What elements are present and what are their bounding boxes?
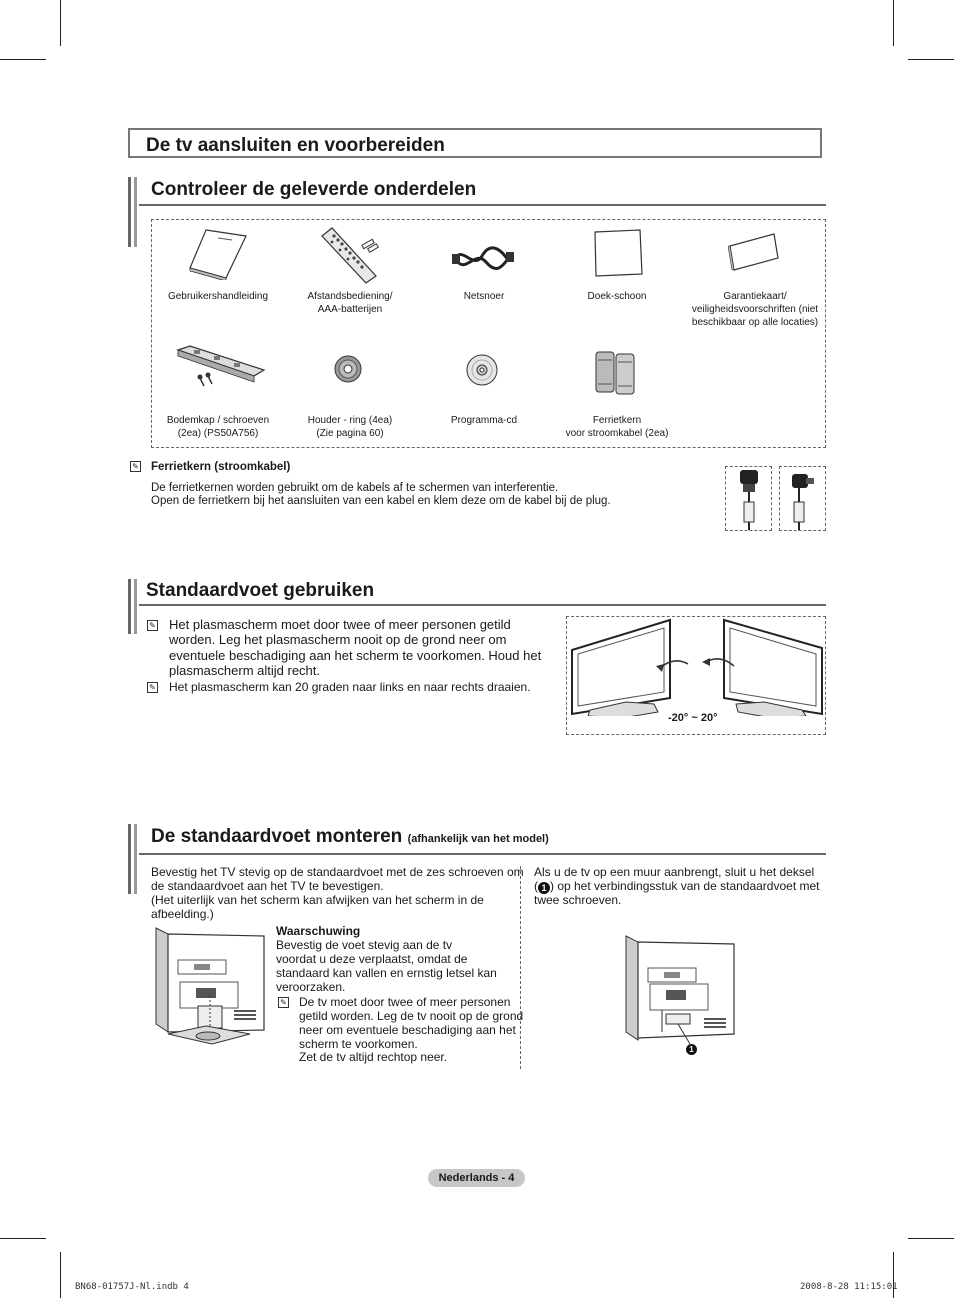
wall-text-line: twee schroeven. [534,893,622,907]
note-icon: ✎ [278,997,289,1008]
tv-back-wall-illustration [624,934,736,1058]
warning-title: Waarschuwing [276,924,361,938]
note-icon: ✎ [130,461,141,472]
tv-back-stand-illustration [154,926,266,1046]
warning-line: veroorzaken. [276,980,346,994]
cloth-icon [592,228,644,278]
paren-open: ( [534,879,538,893]
manual-icon [188,228,248,280]
section-marker [128,824,131,894]
section2-divider [139,604,826,606]
power-cord-icon [452,244,514,274]
section3-divider [139,853,826,855]
stand-note1-line: eventuele beschadiging aan het scherm te voorkomen. Houd het [169,648,542,663]
crop-mark [893,0,894,46]
warning-line: standaard kan vallen en ernstig letsel kan [276,966,497,980]
wall-text-rest: ) op het verbindingsstuk van de standaardvoet met [550,879,820,893]
caption-warranty: Garantiekaart/ veiligheidsvoorschriften (niet beschikbaar op alle locaties) [691,291,819,328]
section-marker [128,579,131,634]
rotation-label: -20° ~ 20° [668,712,718,724]
section-marker [134,824,137,894]
caption-ferrite: Ferrietkern voor stroomkabel (2ea) [565,415,669,439]
footer-timestamp: 2008-8-28 11:15:01 [800,1282,898,1292]
section-marker [134,177,137,247]
caption-cloth: Doek-schoon [587,291,647,302]
mount-text-line: de standaardvoet aan het TV te bevestigen. [151,879,384,893]
section1-divider [139,204,826,206]
note-icon: ✎ [147,682,158,693]
warning-note-line: getild worden. Leg de tv nooit op de grond [299,1009,524,1023]
main-title-bar [128,128,822,158]
section-marker [134,579,137,634]
warning-line: Bevestig de voet stevig aan de tv [276,938,453,952]
holder-ring-icon [333,354,363,384]
callout-badge: 1 [538,882,550,894]
mount-text-line: Bevestig het TV stevig op de standaardvoet met de zes schroeven om [151,865,524,879]
caption-cd: Programma-cd [450,415,518,426]
ferrite-note-line: De ferrietkernen worden gebruikt om de kabels af te schermen van interferentie. [151,482,559,494]
page-number-badge: Nederlands - 4 [428,1169,525,1187]
section-marker [128,177,131,247]
stand-note1-line: plasmascherm altijd recht. [169,663,320,678]
footer-file-name: BN68-01757J-Nl.indb 4 [75,1282,189,1292]
caption-power-cord: Netsnoer [463,291,505,302]
crop-mark [0,59,46,60]
crop-mark [908,1238,954,1239]
crop-mark [0,1238,46,1239]
caption-holder-ring: Houder - ring (4ea) (Zie pagina 60) [307,415,393,439]
callout-badge: 1 [686,1044,697,1055]
stand-note1-line: worden. Leg het plasmascherm nooit op de grond neer om [169,632,507,647]
section1-title: Controleer de geleverde onderdelen [151,179,477,200]
mount-text-line: (Het uiterlijk van het scherm kan afwijken van het scherm in de [151,893,484,907]
wall-text-line: Als u de tv op een muur aanbrengt, sluit u het deksel [534,865,815,879]
crop-mark [908,59,954,60]
caption-bottom-cover: Bodemkap / schroeven (2ea) (PS50A756) [166,415,270,439]
column-divider [520,866,521,1069]
ferrite-note-title: Ferrietkern (stroomkabel) [151,461,291,473]
caption-manual: Gebruikershandleiding [167,291,269,302]
stand-note2: Het plasmascherm kan 20 graden naar links en naar rechts draaien. [169,680,531,694]
mount-text-line: afbeelding.) [151,907,214,921]
warning-line: voordat u deze verplaatst, omdat de [276,952,468,966]
plug-ferrite-icon [786,468,820,530]
ferrite-core-icon [594,348,638,396]
stand-note1-line: Het plasmascherm moet door twee of meer personen getild [169,617,511,632]
cd-icon [466,354,498,386]
rotation-diagram [566,616,826,716]
ferrite-note-line: Open de ferrietkern bij het aansluiten van een kabel en klem deze om de kabel bij de plug. [151,495,611,507]
plug-ferrite-icon [732,468,766,530]
bottom-cover-icon [174,344,266,390]
warning-note-line: Zet de tv altijd rechtop neer. [299,1050,448,1064]
warning-note-line: De tv moet door twee of meer personen [299,995,511,1009]
warning-note-line: scherm te voorkomen. [299,1037,418,1051]
wall-text-line [534,879,820,894]
warning-note-line: neer om eventuele beschadiging aan het [299,1023,516,1037]
crop-mark [60,0,61,46]
caption-remote: Afstandsbediening/ AAA-batterijen [307,291,393,315]
note-icon: ✎ [147,620,158,631]
section2-title: Standaardvoet gebruiken [146,580,375,601]
remote-icon [318,226,384,284]
crop-mark [60,1252,61,1298]
section3-title [151,826,549,848]
section3-title-main: De standaardvoet monteren [151,826,403,847]
section3-subtitle: (afhankelijk van het model) [407,833,549,845]
warranty-card-icon [728,232,780,272]
main-title: De tv aansluiten en voorbereiden [146,135,445,156]
